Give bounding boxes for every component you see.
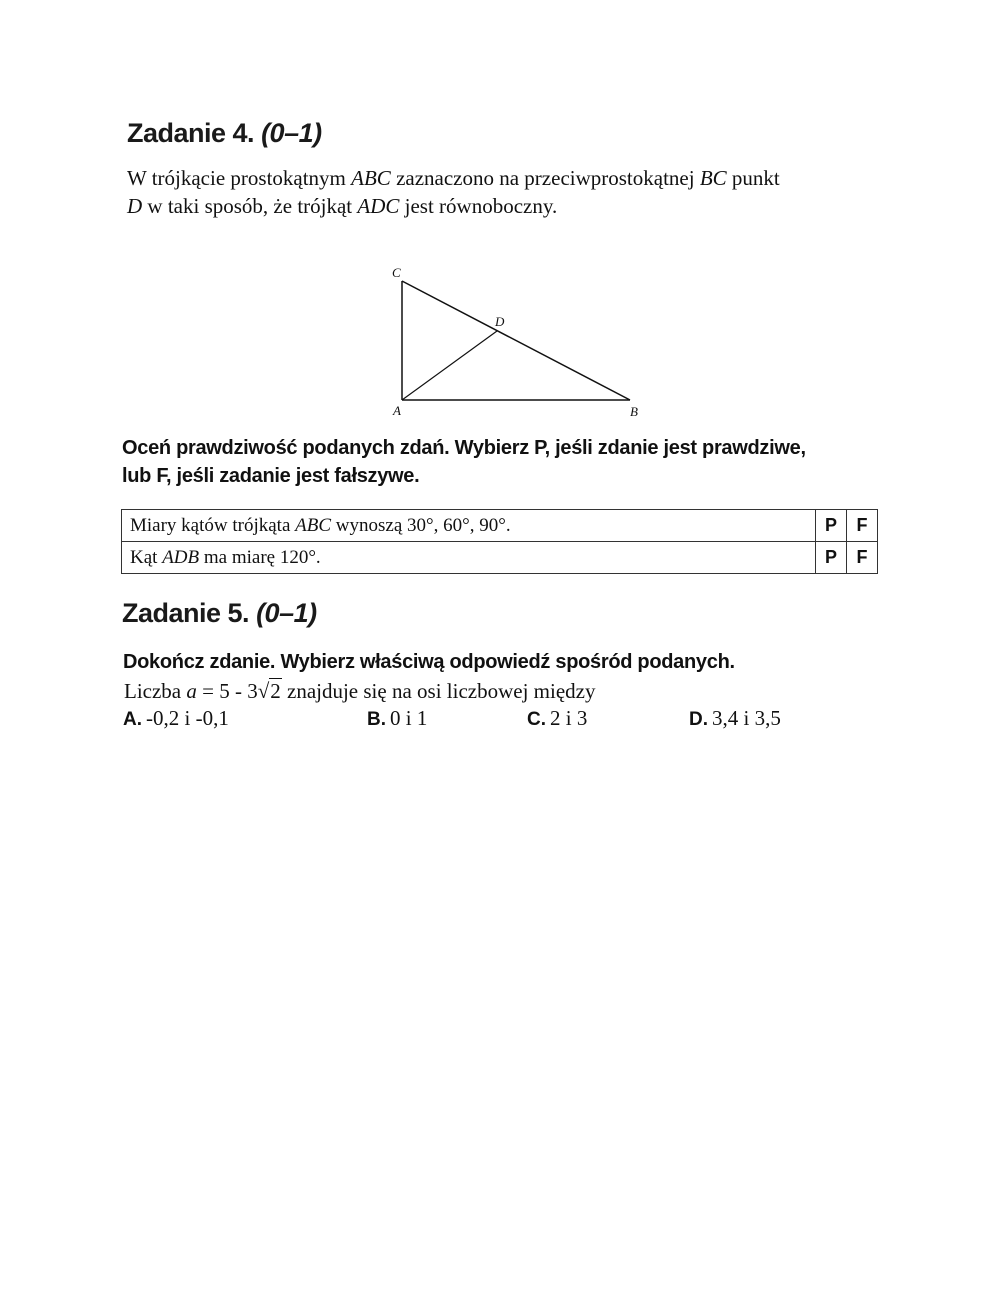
math-adb: ADB — [162, 546, 200, 568]
statement-text: Miary kątów trójkąta — [130, 514, 296, 536]
math-abc: ABC — [351, 166, 391, 190]
choice-f-1[interactable]: F — [847, 510, 878, 542]
statement-text: wynoszą 30°, 60°, 90°. — [331, 514, 511, 536]
task5-title: Zadanie 5. — [122, 598, 250, 628]
option-text: 2 i 3 — [550, 706, 588, 730]
statement-cell — [122, 542, 816, 574]
question-text: znajduje się na osi liczbowej między — [281, 679, 596, 703]
option-letter: B. — [367, 709, 386, 730]
math-d: D — [127, 194, 143, 218]
task5-heading — [122, 598, 317, 629]
segment-ad — [402, 331, 497, 400]
task4-instruction-line2: lub F, jeśli zadanie jest fałszywe. — [122, 465, 420, 487]
option-d[interactable] — [689, 706, 781, 731]
task4-instruction-line1: Oceń prawdziwość podanych zdań. Wybierz P, jeśli zdanie jest prawdziwe, — [122, 437, 806, 459]
option-letter: A. — [123, 709, 142, 730]
math-bc: BC — [699, 166, 727, 190]
option-a[interactable] — [123, 706, 229, 731]
option-letter: D. — [689, 709, 708, 730]
task5-score: (0–1) — [256, 598, 317, 628]
label-b: B — [630, 404, 638, 419]
option-c[interactable] — [527, 706, 587, 731]
choice-p-1[interactable]: P — [816, 510, 847, 542]
sqrt-symbol: √2 — [257, 679, 281, 703]
table-row — [122, 510, 878, 542]
intro-text: punkt — [726, 166, 780, 190]
choice-f-2[interactable]: F — [847, 542, 878, 574]
sqrt-radicand: 2 — [270, 679, 281, 703]
math-abc: ABC — [295, 514, 332, 536]
table-row — [122, 542, 878, 574]
intro-text: jest równoboczny. — [399, 194, 558, 218]
label-d: D — [495, 314, 505, 329]
statement-text: ma miarę 120°. — [199, 546, 321, 568]
statement-cell — [122, 510, 816, 542]
math-var-a: a — [186, 679, 197, 703]
task5-instruction: Dokończ zdanie. Wybierz właściwą odpowiedź spośród podanych. — [123, 651, 735, 673]
label-c: C — [392, 265, 401, 280]
option-letter: C. — [527, 709, 546, 730]
option-text: -0,2 i -0,1 — [146, 706, 229, 730]
task4-score: (0–1) — [261, 118, 322, 148]
question-text: = 5 - 3 — [196, 679, 258, 703]
task4-heading — [127, 118, 322, 149]
side-bc — [402, 281, 630, 400]
choice-p-2[interactable]: P — [816, 542, 847, 574]
statement-text: Kąt — [130, 546, 163, 568]
task4-title: Zadanie 4. — [127, 118, 255, 148]
option-b[interactable] — [367, 706, 427, 731]
true-false-table — [121, 509, 878, 574]
task4-intro-line1 — [127, 164, 780, 192]
intro-text: w taki sposób, że trójkąt — [142, 194, 358, 218]
task4-intro-line2 — [127, 192, 557, 220]
triangle-figure — [380, 260, 650, 425]
option-text: 0 i 1 — [390, 706, 428, 730]
intro-text: zaznaczono na przeciwprostokątnej — [390, 166, 700, 190]
question-text: Liczba — [124, 679, 187, 703]
option-text: 3,4 i 3,5 — [712, 706, 781, 730]
intro-text: W trójkącie prostokątnym — [127, 166, 352, 190]
math-adc: ADC — [357, 194, 400, 218]
task5-question — [124, 677, 595, 705]
label-a: A — [393, 403, 401, 418]
